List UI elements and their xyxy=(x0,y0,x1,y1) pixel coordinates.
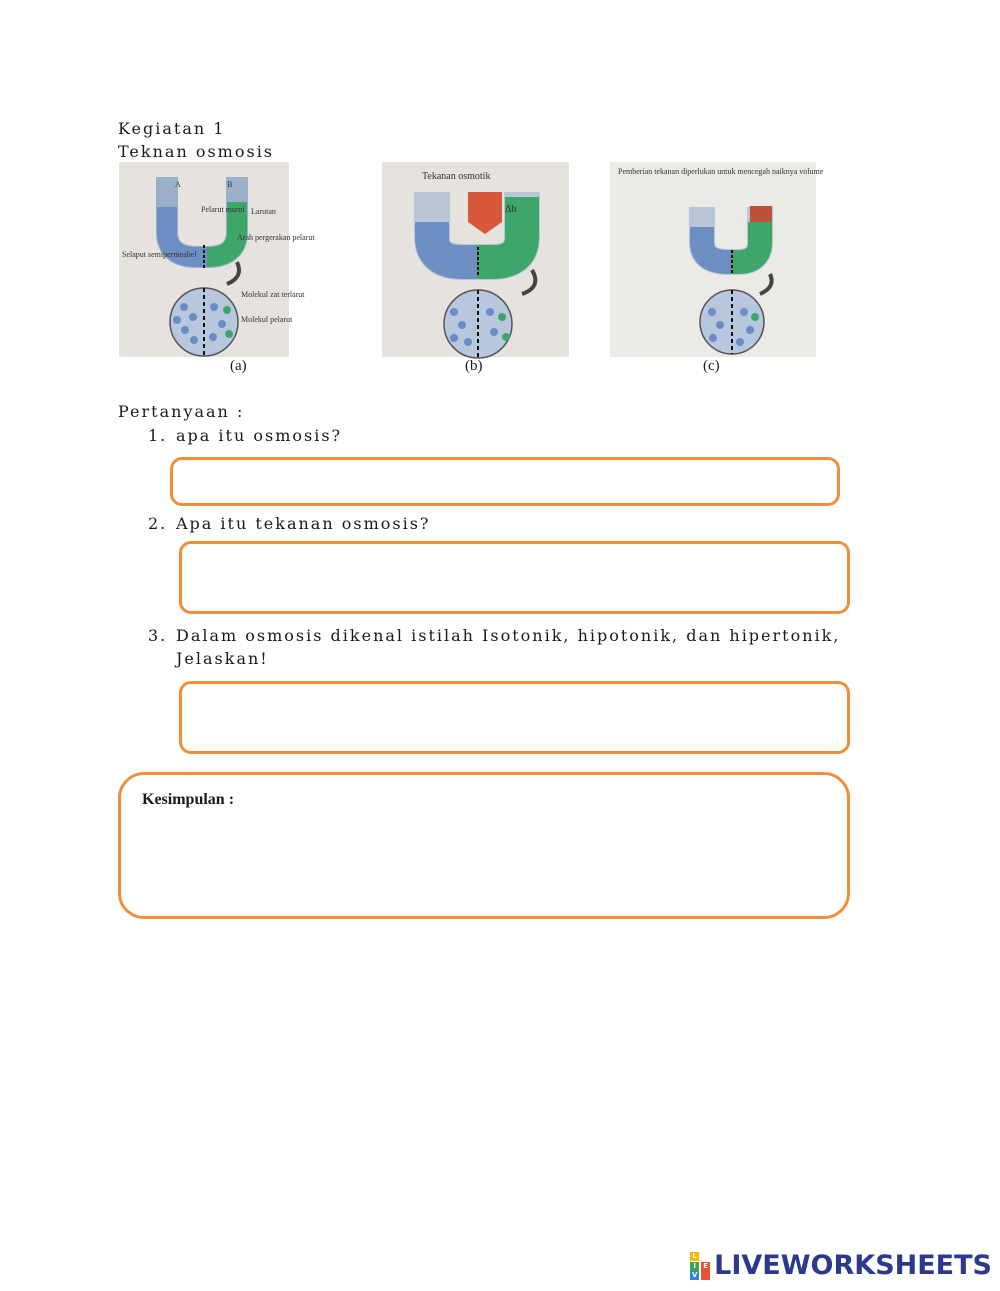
membrane-label: Selaput semipermeabel xyxy=(122,250,197,259)
delta-h-label: Δh xyxy=(505,204,517,215)
question-3-text: Dalam osmosis dikenal istilah Isotonik, hipotonik, dan hipertonik, xyxy=(176,626,841,645)
questions-heading: Pertanyaan : xyxy=(118,402,245,421)
question-1-text: apa itu osmosis? xyxy=(176,426,343,445)
answer-box-1[interactable] xyxy=(170,457,840,506)
question-3-number: 3. xyxy=(148,626,168,645)
solution-label: Larutan xyxy=(251,207,276,216)
brand-name: LIVEWORKSHEETS xyxy=(714,1250,992,1281)
solvent-molecule-label: Molekul pelarut xyxy=(241,315,293,324)
topic-title: Teknan osmosis xyxy=(118,142,275,161)
direction-label: Arah pergerakan pelarut xyxy=(237,233,315,242)
activity-title: Kegiatan 1 xyxy=(118,119,226,138)
figure-c-title: Pemberian tekanan diperlukan untuk mencegah naiknya volume xyxy=(618,167,824,176)
figure-b xyxy=(382,162,569,357)
answer-box-2[interactable] xyxy=(179,541,850,614)
figure-b-title: Tekanan osmotik xyxy=(422,171,491,182)
caption-a: (a) xyxy=(230,358,247,374)
conclusion-label: Kesimpulan : xyxy=(142,791,235,808)
solvent-label: Pelarut murni xyxy=(201,205,245,214)
liveworksheets-logo xyxy=(690,1250,992,1281)
solute-label: Molekul zat terlarut xyxy=(241,290,305,299)
question-2-number: 2. xyxy=(148,514,168,533)
figure-a xyxy=(119,162,315,357)
conclusion-box[interactable] xyxy=(118,772,850,919)
tube-b-label: B xyxy=(227,180,233,189)
caption-c: (c) xyxy=(703,358,720,374)
question-3-text-line2: Jelaskan! xyxy=(176,649,269,668)
answer-box-3[interactable] xyxy=(179,681,850,754)
tube-a-label: A xyxy=(175,180,181,189)
caption-b: (b) xyxy=(465,358,483,374)
figure-c xyxy=(610,162,824,357)
logo-blocks-icon: L I V E xyxy=(690,1252,712,1280)
question-1-number: 1. xyxy=(148,426,168,445)
question-2-text: Apa itu tekanan osmosis? xyxy=(176,514,431,533)
